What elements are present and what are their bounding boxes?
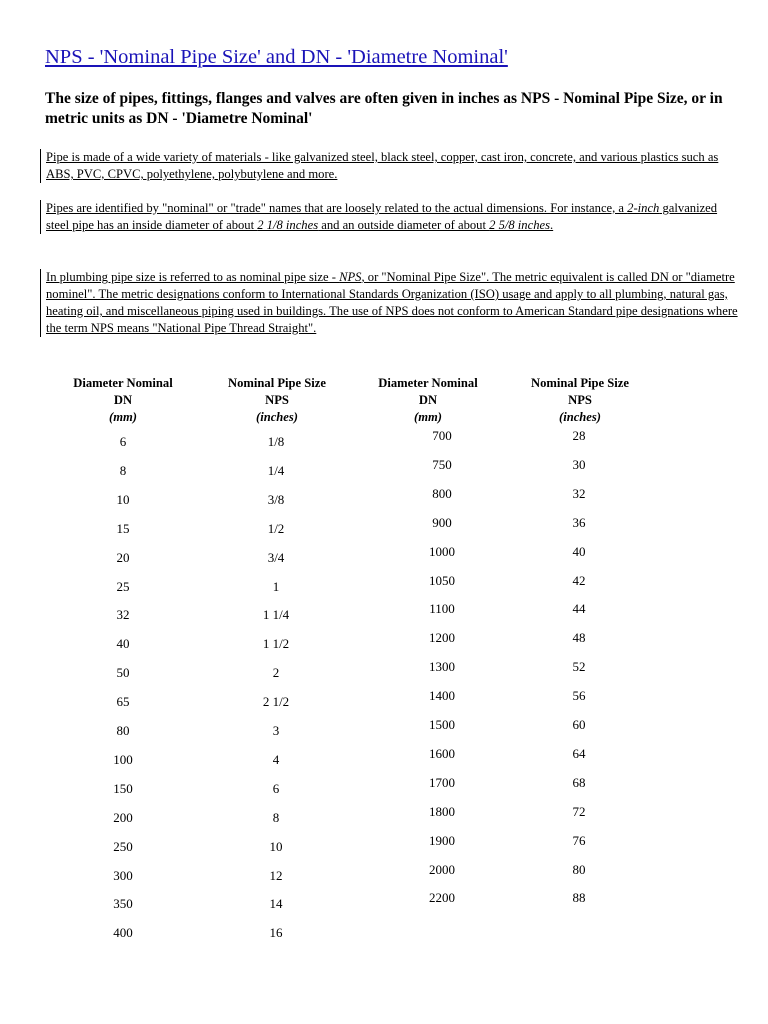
- table-cell-nps: 1 1/4: [262, 607, 290, 623]
- table-cell-dn: 300: [113, 867, 133, 883]
- table-cell-dn: 700: [432, 428, 452, 443]
- paragraph-plumbing: [40, 269, 741, 337]
- emphasis-text: 2 1/8 inches: [257, 218, 319, 232]
- table-cell-dn: 15: [116, 520, 130, 536]
- table-cell-dn: 6: [119, 434, 127, 449]
- table-cell-dn: 750: [432, 456, 452, 472]
- page-subtitle: The size of pipes, fittings, flanges and valves are often given in inches as NPS - Nominal Pipe Size, or in metric units as DN - 'Diametre Nominal': [45, 90, 723, 127]
- paragraph-materials: [40, 149, 741, 183]
- table-cell-nps: 28: [572, 428, 586, 443]
- table-cell-dn: 1800: [429, 803, 455, 819]
- column-header-unit: (inches): [559, 410, 601, 424]
- table-cell-nps: 76: [572, 832, 586, 848]
- emphasis-text: NPS: [339, 270, 362, 284]
- table-cell-dn: 100: [113, 751, 133, 767]
- table-cell-nps: 2: [272, 665, 280, 681]
- column-header-nps-right: [510, 375, 650, 426]
- table-cell-nps: 1/8: [267, 434, 285, 449]
- table-cell-nps: 8: [272, 809, 280, 825]
- table-cell-dn: 32: [116, 607, 130, 623]
- table-cell-nps: 48: [572, 630, 586, 646]
- table-cell-nps: 68: [572, 774, 586, 790]
- table-cell-dn: 2000: [429, 861, 455, 877]
- table-cell-nps: 12: [269, 867, 283, 883]
- table-cell-dn: 65: [116, 694, 130, 710]
- table-cell-nps: 1: [272, 578, 280, 594]
- table-cell-dn: 1000: [429, 543, 455, 559]
- table-cell-dn: 350: [113, 896, 133, 912]
- table-cell-dn: 800: [432, 485, 452, 501]
- column-header-line: NPS: [568, 393, 592, 407]
- table-cell-nps: 10: [269, 838, 283, 854]
- table-cell-nps: 30: [572, 456, 586, 472]
- table-cell-nps: 52: [572, 659, 586, 675]
- table-cell-nps: 3: [272, 723, 280, 738]
- column-header-line: Diameter Nominal: [73, 376, 173, 390]
- table-cell-nps: 36: [572, 514, 586, 530]
- table-cell-nps: 4: [272, 751, 280, 767]
- paragraph-text: and an outside diameter of about: [318, 218, 490, 232]
- column-header-line: DN: [418, 393, 438, 407]
- table-cell-dn: 8: [119, 462, 127, 478]
- paragraph-identification: [40, 200, 741, 234]
- table-cell-dn: 1100: [429, 601, 455, 617]
- paragraph-text: .: [550, 218, 554, 232]
- table-cell-dn: 200: [113, 809, 133, 825]
- column-header-unit: (inches): [256, 410, 298, 424]
- column-header-line: Diameter Nominal: [378, 376, 478, 390]
- column-header-line: Nominal Pipe Size: [228, 376, 326, 390]
- column-header-line: Nominal Pipe Size: [531, 376, 629, 390]
- table-cell-dn: 1200: [429, 630, 455, 646]
- paragraph-text: In plumbing pipe size is referred to as nominal pipe size -: [46, 270, 340, 284]
- table-cell-nps: 1/2: [267, 520, 285, 536]
- table-cell-nps: 44: [572, 601, 586, 617]
- column-header-unit: (mm): [414, 410, 442, 424]
- table-cell-nps: 88: [572, 890, 586, 906]
- table-cell-dn: 250: [113, 838, 133, 854]
- table-cell-nps: 3/8: [267, 491, 285, 507]
- table-cell-nps: 42: [572, 572, 586, 588]
- table-cell-nps: 14: [269, 896, 283, 912]
- table-cell-nps: 40: [572, 543, 586, 559]
- column-header-unit: (mm): [109, 410, 137, 424]
- table-cell-dn: 1700: [429, 774, 455, 790]
- table-cell-dn: 1050: [429, 572, 455, 588]
- table-cell-dn: 2200: [429, 890, 455, 906]
- table-cell-nps: 1/4: [267, 462, 285, 478]
- table-cell-nps: 1 1/2: [262, 636, 290, 652]
- paragraph-text: , or "Nominal Pipe Size". The metric equivalent is called DN or "diametre nominel". The metric designations conform to International Standards Organization (ISO) usage and apply to all plumbing, natural gas, heating oil, and miscellaneous piping used in buildings. The use of NPS does not conform to American Standard pipe designations where the term NPS means "National Pipe Thread Straight".: [46, 270, 738, 335]
- paragraph-text: galvanized steel pipe has an inside diameter of about: [46, 201, 718, 232]
- emphasis-text: 2-inch: [627, 201, 660, 215]
- table-cell-dn: 10: [116, 491, 130, 507]
- table-cell-dn: 900: [432, 514, 452, 530]
- table-cell-nps: 6: [272, 780, 280, 796]
- table-cell-dn: 150: [113, 780, 133, 796]
- table-cell-dn: 1400: [429, 688, 455, 704]
- table-cell-nps: 80: [572, 861, 586, 877]
- emphasis-text: 2 5/8 inches: [489, 218, 550, 232]
- table-cell-dn: 25: [116, 578, 130, 594]
- paragraph-text: Pipes are identified by "nominal" or "trade" names that are loosely related to the actual dimensions. For instance, a: [46, 201, 628, 215]
- column-header-dn-left: [53, 375, 193, 426]
- table-cell-nps: 2 1/2: [262, 694, 290, 710]
- table-cell-nps: 16: [269, 925, 283, 941]
- table-cell-nps: 3/4: [267, 549, 285, 565]
- page-title[interactable]: NPS - 'Nominal Pipe Size' and DN - 'Diametre Nominal': [45, 46, 508, 68]
- table-cell-dn: 1900: [429, 832, 455, 848]
- paragraph-text: Pipe is made of a wide variety of materials - like galvanized steel, black steel, copper, cast iron, concrete, and various plastics such as ABS, PVC, CPVC, polyethylene, polybutylene and more.: [46, 150, 719, 181]
- column-header-dn-right: [358, 375, 498, 426]
- table-cell-dn: 1500: [429, 717, 455, 732]
- table-cell-dn: 80: [116, 723, 130, 738]
- table-cell-dn: 50: [116, 665, 130, 681]
- table-cell-dn: 1600: [429, 745, 455, 761]
- column-header-line: NPS: [265, 393, 289, 407]
- table-cell-dn: 400: [113, 925, 133, 941]
- table-cell-dn: 1300: [429, 659, 455, 675]
- column-header-line: DN: [113, 393, 133, 407]
- table-cell-nps: 56: [572, 688, 586, 704]
- table-cell-dn: 40: [116, 636, 130, 652]
- table-cell-nps: 72: [572, 803, 586, 819]
- table-cell-dn: 20: [116, 549, 130, 565]
- column-header-nps-left: [207, 375, 347, 426]
- table-cell-nps: 32: [572, 485, 586, 501]
- table-cell-nps: 60: [572, 717, 586, 732]
- table-cell-nps: 64: [572, 745, 586, 761]
